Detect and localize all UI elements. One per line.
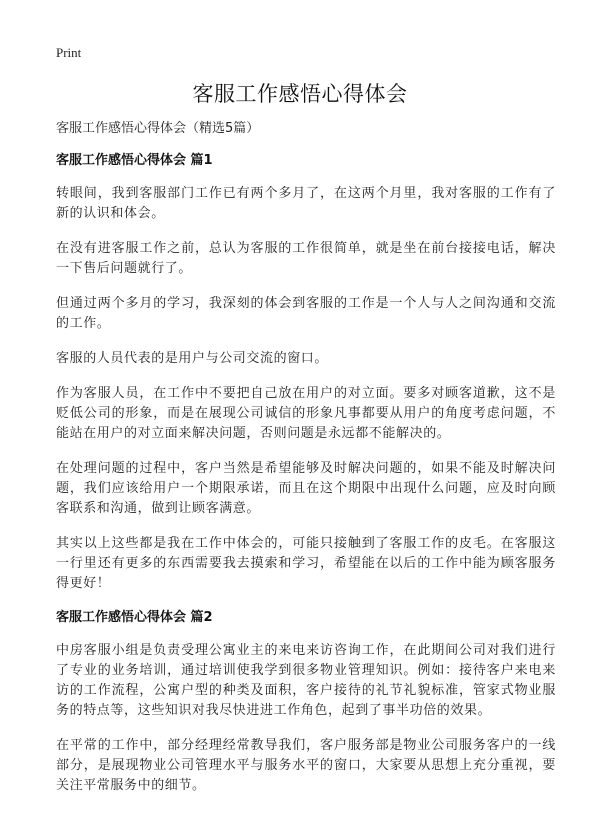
section-heading: 客服工作感悟心得体会 篇1 <box>56 153 213 168</box>
section-1 <box>56 152 556 594</box>
paragraph: 转眼间，我到客服部门工作已有两个多月了，在这两个月里，我对客服的工作有了新的认识和体会。 <box>56 186 556 221</box>
article-subtitle: 客服工作感悟心得体会（精选5篇） <box>56 121 260 136</box>
print-link[interactable]: Print <box>56 45 82 60</box>
section-2 <box>56 609 556 796</box>
paragraph: 作为客服人员，在工作中不要把自己放在用户的对立面。要多对顾客道歉，这不是贬低公司的形象，而是在展现公司诚信的形象凡事都要从用户的角度考虑问题，不能站在用户的对立面来解决问题，否则问题是永远都不能解决的。 <box>56 386 556 441</box>
article-body <box>56 120 556 811</box>
paragraph: 在没有进客服工作之前，总认为客服的工作很简单，就是坐在前台接接电话，解决一下售后问题就行了。 <box>56 241 556 276</box>
page-title: 客服工作感悟心得体会 <box>192 82 408 106</box>
paragraph: 中房客服小组是负责受理公寓业主的来电来访咨询工作，在此期间公司对我们进行了专业的业务培训，通过培训使我学到很多物业管理知识。例如：接待客户来电来访的工作流程，公寓户型的种类及面积，客户接待的礼节礼貌标准，管家式物业服务的特点等，这些知识对我尽快进进工作角色，起到了事半功倍的效果。 <box>56 643 556 718</box>
paragraph: 在平常的工作中，部分经理经常教导我们，客户服务部是物业公司服务客户的一线部分，是展现物业公司管理水平与服务水平的窗口，大家要从思想上充分重视，要关注平常服务中的细节。 <box>56 738 556 793</box>
paragraph: 其实以上这些都是我在工作中体会的，可能只接触到了客服工作的皮毛。在客服这一行里还有更多的东西需要我去摸索和学习，希望能在以后的工作中能为顾客服务得更好！ <box>56 536 556 591</box>
paragraph: 但通过两个多月的学习，我深刻的体会到客服的工作是一个人与人之间沟通和交流的工作。 <box>56 296 556 331</box>
paragraph: 客服的人员代表的是用户与公司交流的窗口。 <box>56 351 329 366</box>
section-heading: 客服工作感悟心得体会 篇2 <box>56 610 213 625</box>
paragraph: 在处理问题的过程中，客户当然是希望能够及时解决问题的，如果不能及时解决问题，我们应该给用户一个期限承诺，而且在这个期限中出现什么问题，应及时向顾客联系和沟通，做到让顾客满意。 <box>56 461 556 516</box>
